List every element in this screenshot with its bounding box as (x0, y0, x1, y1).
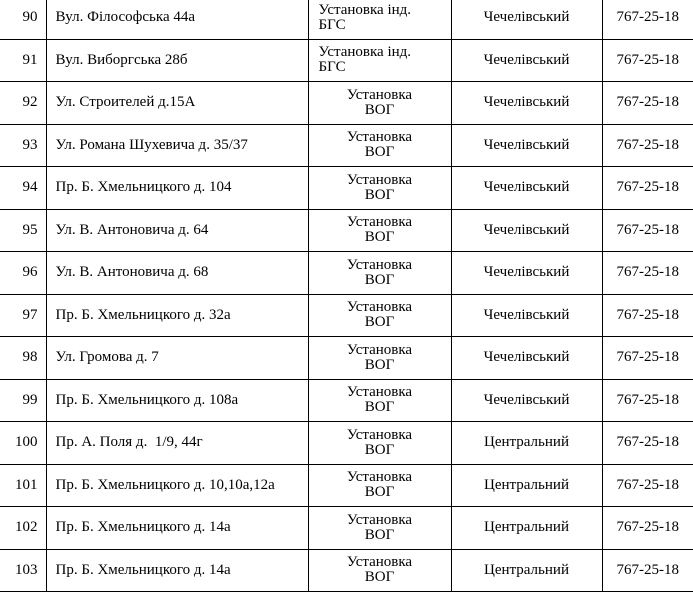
work-type-line2: ВОГ (364, 441, 395, 458)
row-number: 95 (0, 209, 46, 252)
district-cell: Центральний (451, 464, 602, 507)
work-type-cell (308, 252, 451, 295)
row-number: 100 (0, 422, 46, 465)
table-row (0, 464, 693, 507)
work-type-line1: Установка (346, 86, 413, 103)
work-type-cell (308, 167, 451, 210)
work-type-line2: ВОГ (364, 526, 395, 543)
address-cell: Пр. А. Поля д. 1/9, 44г (46, 422, 308, 465)
row-number: 90 (0, 0, 46, 39)
row-number: 101 (0, 464, 46, 507)
district-cell: Чечелівський (451, 209, 602, 252)
table-row (0, 337, 693, 380)
work-type-cell (308, 209, 451, 252)
phone-cell: 767-25-18 (602, 209, 693, 252)
phone-cell: 767-25-18 (602, 507, 693, 550)
work-type-line2: ВОГ (364, 484, 395, 501)
table-row (0, 0, 693, 39)
work-type-line2: ВОГ (364, 144, 395, 161)
row-number: 97 (0, 294, 46, 337)
address-cell: Пр. Б. Хмельницкого д. 108а (46, 379, 308, 422)
work-type-line1: Установка (346, 171, 413, 188)
work-type-line1: Установка інд. (318, 44, 412, 61)
district-cell: Чечелівський (451, 0, 602, 39)
address-cell: Вул. Виборгська 28б (46, 39, 308, 82)
work-type-cell (308, 507, 451, 550)
district-cell: Центральний (451, 422, 602, 465)
table-row (0, 209, 693, 252)
row-number: 103 (0, 549, 46, 592)
work-type-line2: ВОГ (364, 314, 395, 331)
phone-cell: 767-25-18 (602, 124, 693, 167)
phone-cell: 767-25-18 (602, 252, 693, 295)
work-type-cell (308, 82, 451, 125)
district-cell: Чечелівський (451, 379, 602, 422)
phone-cell: 767-25-18 (602, 337, 693, 380)
row-number: 93 (0, 124, 46, 167)
work-type-line1: Установка (346, 469, 413, 486)
work-type-cell (308, 39, 451, 82)
work-type-cell (308, 124, 451, 167)
work-type-line2: ВОГ (364, 101, 395, 118)
district-cell: Чечелівський (451, 337, 602, 380)
row-number: 98 (0, 337, 46, 380)
row-number: 96 (0, 252, 46, 295)
row-number: 91 (0, 39, 46, 82)
work-type-cell (308, 0, 451, 39)
phone-cell: 767-25-18 (602, 464, 693, 507)
table-row (0, 507, 693, 550)
district-cell: Чечелівський (451, 252, 602, 295)
address-cell: Пр. Б. Хмельницкого д. 104 (46, 167, 308, 210)
table-row (0, 124, 693, 167)
address-cell: Пр. Б. Хмельницкого д. 10,10а,12а (46, 464, 308, 507)
work-type-line1: Установка (346, 256, 413, 273)
work-type-line2: ВОГ (364, 569, 395, 586)
work-type-cell (308, 422, 451, 465)
work-type-line2: ВОГ (364, 356, 395, 373)
work-type-line2: ВОГ (364, 271, 395, 288)
work-type-line2: ВОГ (364, 186, 395, 203)
work-type-line1: Установка (346, 214, 413, 231)
district-cell: Чечелівський (451, 124, 602, 167)
table-row (0, 167, 693, 210)
phone-cell: 767-25-18 (602, 82, 693, 125)
work-type-line2: ВОГ (364, 399, 395, 416)
work-type-cell (308, 464, 451, 507)
work-type-line1: Установка (346, 384, 413, 401)
address-cell: Пр. Б. Хмельницкого д. 14а (46, 507, 308, 550)
phone-cell: 767-25-18 (602, 167, 693, 210)
address-cell: Ул. В. Антоновича д. 68 (46, 252, 308, 295)
work-type-cell (308, 379, 451, 422)
work-type-line2: ВОГ (364, 229, 395, 246)
district-cell: Чечелівський (451, 294, 602, 337)
phone-cell: 767-25-18 (602, 422, 693, 465)
work-type-line1: Установка інд. (318, 1, 412, 18)
work-type-line2: БГС (318, 16, 346, 33)
work-type-line2: БГС (318, 59, 346, 76)
address-cell: Вул. Філософська 44а (46, 0, 308, 39)
table-row (0, 252, 693, 295)
address-cell: Ул. В. Антоновича д. 64 (46, 209, 308, 252)
row-number: 102 (0, 507, 46, 550)
work-type-line1: Установка (346, 341, 413, 358)
table-row (0, 422, 693, 465)
table-row (0, 549, 693, 592)
work-type-line1: Установка (346, 299, 413, 316)
address-cell: Ул. Строителей д.15А (46, 82, 308, 125)
work-type-cell (308, 294, 451, 337)
district-cell: Чечелівський (451, 39, 602, 82)
work-type-cell (308, 337, 451, 380)
phone-cell: 767-25-18 (602, 294, 693, 337)
district-cell: Чечелівський (451, 167, 602, 210)
phone-cell: 767-25-18 (602, 39, 693, 82)
table-row (0, 39, 693, 82)
phone-cell: 767-25-18 (602, 0, 693, 39)
work-type-line1: Установка (346, 554, 413, 571)
row-number: 92 (0, 82, 46, 125)
address-cell: Пр. Б. Хмельницкого д. 14а (46, 549, 308, 592)
work-type-line1: Установка (346, 426, 413, 443)
address-cell: Ул. Громова д. 7 (46, 337, 308, 380)
table-row (0, 379, 693, 422)
table-row (0, 82, 693, 125)
table-row (0, 294, 693, 337)
district-cell: Чечелівський (451, 82, 602, 125)
district-cell: Центральний (451, 507, 602, 550)
phone-cell: 767-25-18 (602, 379, 693, 422)
district-cell: Центральний (451, 549, 602, 592)
address-cell: Пр. Б. Хмельницкого д. 32а (46, 294, 308, 337)
work-type-line1: Установка (346, 129, 413, 146)
row-number: 99 (0, 379, 46, 422)
work-type-line1: Установка (346, 511, 413, 528)
address-cell: Ул. Романа Шухевича д. 35/37 (46, 124, 308, 167)
phone-cell: 767-25-18 (602, 549, 693, 592)
row-number: 94 (0, 167, 46, 210)
work-type-cell (308, 549, 451, 592)
